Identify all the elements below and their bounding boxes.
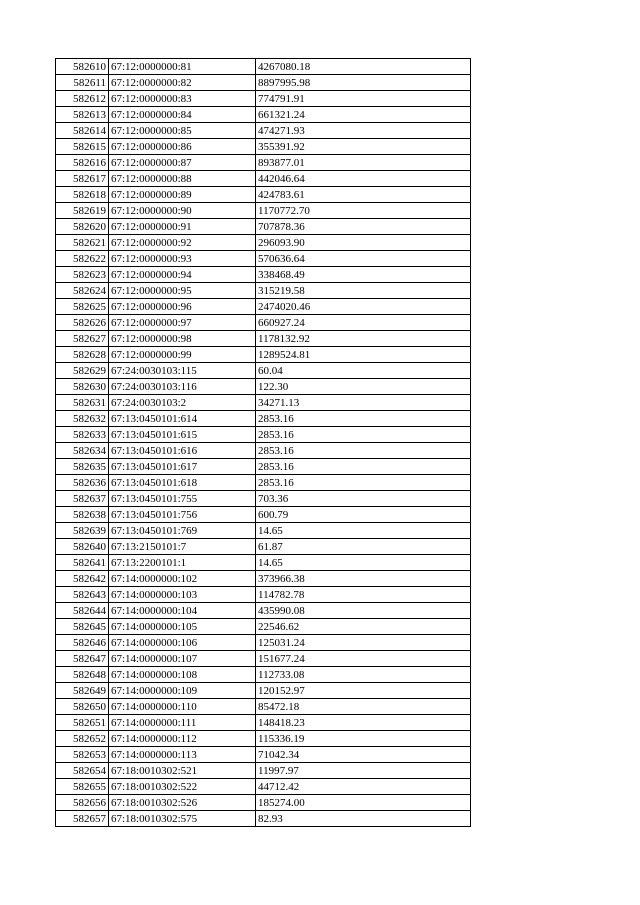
table-row [56,59,471,75]
cadastral-number-cell: 67:14:0000000:103 [109,587,256,603]
cadastral-number-cell: 67:13:0450101:617 [109,459,256,475]
table-row [56,507,471,523]
row-id-cell: 582655 [56,779,109,795]
cadastral-number-cell: 67:14:0000000:105 [109,619,256,635]
row-id-cell: 582649 [56,683,109,699]
row-id-cell: 582637 [56,491,109,507]
row-id-cell: 582627 [56,331,109,347]
row-id-cell: 582610 [56,59,109,75]
row-id-cell: 582619 [56,203,109,219]
cadastral-number-cell: 67:13:2200101:1 [109,555,256,571]
row-id-cell: 582657 [56,811,109,827]
cadastral-number-cell: 67:13:0450101:756 [109,507,256,523]
value-cell: 148418.23 [256,715,471,731]
cadastral-number-cell: 67:14:0000000:110 [109,699,256,715]
value-cell: 122.30 [256,379,471,395]
cadastral-number-cell: 67:12:0000000:91 [109,219,256,235]
value-cell: 61.87 [256,539,471,555]
row-id-cell: 582651 [56,715,109,731]
row-id-cell: 582622 [56,251,109,267]
row-id-cell: 582635 [56,459,109,475]
table-row [56,363,471,379]
table-row [56,651,471,667]
value-cell: 115336.19 [256,731,471,747]
row-id-cell: 582648 [56,667,109,683]
row-id-cell: 582633 [56,427,109,443]
cadastral-number-cell: 67:12:0000000:88 [109,171,256,187]
value-cell: 774791.91 [256,91,471,107]
table-row [56,283,471,299]
row-id-cell: 582630 [56,379,109,395]
table-row [56,619,471,635]
table-row [56,811,471,827]
cadastral-number-cell: 67:12:0000000:96 [109,299,256,315]
table-row [56,715,471,731]
table-row [56,635,471,651]
value-cell: 1289524.81 [256,347,471,363]
cadastral-number-cell: 67:14:0000000:112 [109,731,256,747]
cadastral-number-cell: 67:14:0000000:109 [109,683,256,699]
cadastral-number-cell: 67:13:0450101:614 [109,411,256,427]
cadastral-number-cell: 67:14:0000000:102 [109,571,256,587]
table-row [56,91,471,107]
value-cell: 570636.64 [256,251,471,267]
table-row [56,395,471,411]
row-id-cell: 582623 [56,267,109,283]
cadastral-number-cell: 67:14:0000000:107 [109,651,256,667]
row-id-cell: 582653 [56,747,109,763]
table-row [56,443,471,459]
row-id-cell: 582640 [56,539,109,555]
table-row [56,699,471,715]
value-cell: 1170772.70 [256,203,471,219]
value-cell: 125031.24 [256,635,471,651]
cadastral-number-cell: 67:24:0030103:115 [109,363,256,379]
row-id-cell: 582643 [56,587,109,603]
row-id-cell: 582624 [56,283,109,299]
cadastral-number-cell: 67:12:0000000:97 [109,315,256,331]
cadastral-number-cell: 67:12:0000000:98 [109,331,256,347]
row-id-cell: 582621 [56,235,109,251]
row-id-cell: 582642 [56,571,109,587]
table-row [56,155,471,171]
table-row [56,539,471,555]
row-id-cell: 582650 [56,699,109,715]
value-cell: 355391.92 [256,139,471,155]
cadastral-number-cell: 67:12:0000000:84 [109,107,256,123]
value-cell: 120152.97 [256,683,471,699]
table-row [56,459,471,475]
row-id-cell: 582614 [56,123,109,139]
value-cell: 2853.16 [256,427,471,443]
cadastral-number-cell: 67:18:0010302:526 [109,795,256,811]
table-row [56,411,471,427]
value-cell: 661321.24 [256,107,471,123]
value-cell: 893877.01 [256,155,471,171]
value-cell: 2853.16 [256,411,471,427]
cadastral-number-cell: 67:13:0450101:616 [109,443,256,459]
value-cell: 82.93 [256,811,471,827]
value-cell: 22546.62 [256,619,471,635]
table-row [56,235,471,251]
row-id-cell: 582656 [56,795,109,811]
table-row [56,75,471,91]
cadastral-number-cell: 67:12:0000000:89 [109,187,256,203]
row-id-cell: 582639 [56,523,109,539]
value-cell: 114782.78 [256,587,471,603]
value-cell: 2853.16 [256,475,471,491]
table-row [56,571,471,587]
cadastral-number-cell: 67:13:2150101:7 [109,539,256,555]
cadastral-number-cell: 67:13:0450101:769 [109,523,256,539]
cadastral-number-cell: 67:12:0000000:90 [109,203,256,219]
table-row [56,123,471,139]
row-id-cell: 582652 [56,731,109,747]
value-cell: 703.36 [256,491,471,507]
table-row [56,187,471,203]
table-row [56,475,471,491]
value-cell: 474271.93 [256,123,471,139]
cadastral-number-cell: 67:12:0000000:87 [109,155,256,171]
cadastral-number-cell: 67:12:0000000:93 [109,251,256,267]
table-row [56,107,471,123]
row-id-cell: 582615 [56,139,109,155]
table-row [56,331,471,347]
table-row [56,603,471,619]
row-id-cell: 582617 [56,171,109,187]
cadastral-number-cell: 67:12:0000000:85 [109,123,256,139]
data-table [55,58,471,827]
value-cell: 14.65 [256,523,471,539]
cadastral-number-cell: 67:14:0000000:113 [109,747,256,763]
value-cell: 85472.18 [256,699,471,715]
value-cell: 1178132.92 [256,331,471,347]
row-id-cell: 582628 [56,347,109,363]
row-id-cell: 582647 [56,651,109,667]
value-cell: 2474020.46 [256,299,471,315]
table-row [56,203,471,219]
value-cell: 8897995.98 [256,75,471,91]
table-row [56,219,471,235]
row-id-cell: 582646 [56,635,109,651]
cadastral-number-cell: 67:13:0450101:618 [109,475,256,491]
row-id-cell: 582634 [56,443,109,459]
table-row [56,347,471,363]
row-id-cell: 582611 [56,75,109,91]
row-id-cell: 582616 [56,155,109,171]
value-cell: 707878.36 [256,219,471,235]
cadastral-number-cell: 67:12:0000000:86 [109,139,256,155]
table-row [56,763,471,779]
value-cell: 14.65 [256,555,471,571]
row-id-cell: 582618 [56,187,109,203]
cadastral-number-cell: 67:12:0000000:92 [109,235,256,251]
cadastral-number-cell: 67:12:0000000:99 [109,347,256,363]
value-cell: 424783.61 [256,187,471,203]
cadastral-number-cell: 67:13:0450101:615 [109,427,256,443]
cadastral-number-cell: 67:14:0000000:111 [109,715,256,731]
cadastral-number-cell: 67:14:0000000:108 [109,667,256,683]
table-row [56,171,471,187]
table-row [56,379,471,395]
table-row [56,667,471,683]
row-id-cell: 582629 [56,363,109,379]
value-cell: 44712.42 [256,779,471,795]
value-cell: 338468.49 [256,267,471,283]
table-row [56,587,471,603]
value-cell: 151677.24 [256,651,471,667]
row-id-cell: 582626 [56,315,109,331]
cadastral-number-cell: 67:24:0030103:2 [109,395,256,411]
table-row [56,251,471,267]
table-row [56,779,471,795]
table-row [56,299,471,315]
cadastral-number-cell: 67:24:0030103:116 [109,379,256,395]
row-id-cell: 582638 [56,507,109,523]
table-row [56,795,471,811]
value-cell: 60.04 [256,363,471,379]
table-row [56,491,471,507]
value-cell: 600.79 [256,507,471,523]
cadastral-number-cell: 67:12:0000000:81 [109,59,256,75]
cadastral-number-cell: 67:12:0000000:82 [109,75,256,91]
row-id-cell: 582641 [56,555,109,571]
value-cell: 2853.16 [256,459,471,475]
row-id-cell: 582625 [56,299,109,315]
table-row [56,267,471,283]
value-cell: 442046.64 [256,171,471,187]
table-row [56,731,471,747]
value-cell: 2853.16 [256,443,471,459]
cadastral-number-cell: 67:18:0010302:575 [109,811,256,827]
cadastral-number-cell: 67:18:0010302:522 [109,779,256,795]
cadastral-number-cell: 67:12:0000000:83 [109,91,256,107]
value-cell: 185274.00 [256,795,471,811]
row-id-cell: 582612 [56,91,109,107]
value-cell: 435990.08 [256,603,471,619]
value-cell: 11997.97 [256,763,471,779]
value-cell: 71042.34 [256,747,471,763]
row-id-cell: 582636 [56,475,109,491]
row-id-cell: 582631 [56,395,109,411]
row-id-cell: 582620 [56,219,109,235]
table-row [56,555,471,571]
value-cell: 4267080.18 [256,59,471,75]
row-id-cell: 582613 [56,107,109,123]
row-id-cell: 582632 [56,411,109,427]
table-row [56,523,471,539]
table-row [56,683,471,699]
cadastral-number-cell: 67:13:0450101:755 [109,491,256,507]
value-cell: 373966.38 [256,571,471,587]
table-body [56,59,471,827]
cadastral-number-cell: 67:18:0010302:521 [109,763,256,779]
table-row [56,139,471,155]
value-cell: 112733.08 [256,667,471,683]
value-cell: 315219.58 [256,283,471,299]
row-id-cell: 582645 [56,619,109,635]
row-id-cell: 582644 [56,603,109,619]
cadastral-number-cell: 67:12:0000000:94 [109,267,256,283]
table-row [56,427,471,443]
table-row [56,747,471,763]
value-cell: 296093.90 [256,235,471,251]
value-cell: 34271.13 [256,395,471,411]
cadastral-number-cell: 67:12:0000000:95 [109,283,256,299]
value-cell: 660927.24 [256,315,471,331]
cadastral-number-cell: 67:14:0000000:106 [109,635,256,651]
table-row [56,315,471,331]
cadastral-number-cell: 67:14:0000000:104 [109,603,256,619]
row-id-cell: 582654 [56,763,109,779]
